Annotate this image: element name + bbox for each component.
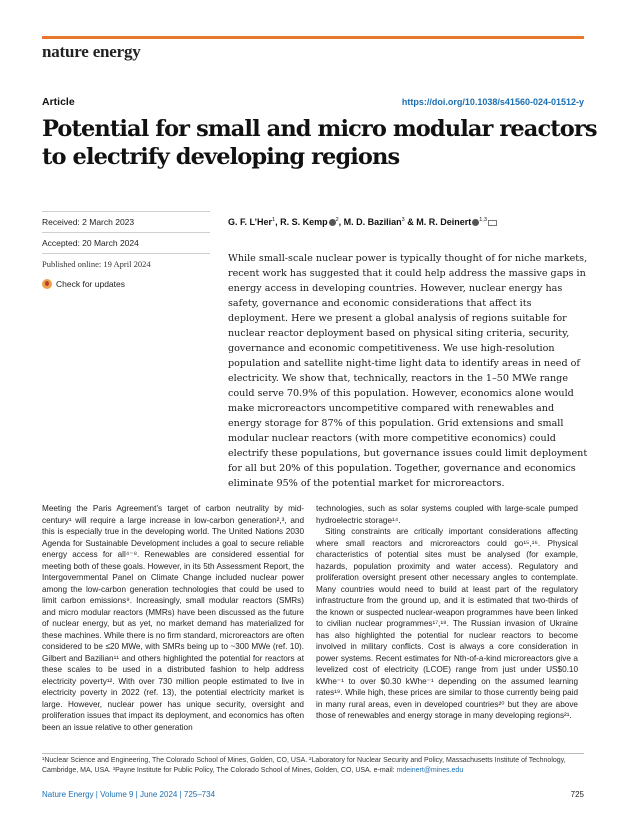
header-rule bbox=[42, 36, 584, 39]
body-paragraph: Meeting the Paris Agreement’s target of carbon neutrality by mid-century¹ will require a large increase in low-carbon generation²,³, and this is especially true in the developing world. The United Nations 2030 Agenda for Sustainable Development includes a goal to secure reliable energy access for all⁴⁻⁸. Renewables are considered essential for meeting both of these goals. However, in its 5th Assessment Report, the Intergovernmental Panel on Climate Change included nuclear power among the low-carbon generation technologies that could be used to limit carbon emissions⁹. Increasingly, small modular reactors (SMRs) and micro modular reactors (MMRs) have been discussed as the future of nuclear energy, but as yet, no market demand has materialized for these machines. While there is no firm standard, microreactors are often considered to be ≤20 MWe, with SMRs being up to ~300 MWe (ref. 10). Gilbert and Bazilian¹¹ and others highlighted the potential for reactors at these scales to be used in a distributed fashion to help address electricity poverty¹². With over 730 million people estimated to live in electricity poverty in 2022 (ref. 13), the potential electricity market is large. However, nuclear power has unique security, oversight and proliferation issues that impact its deployment, and economics has often been an issue relative to other generation bbox=[42, 504, 304, 732]
body-paragraph: technologies, such as solar systems coupled with large-scale pumped hydroelectric storage¹⁴. bbox=[316, 504, 578, 525]
published-date: Published online: 19 April 2024 bbox=[42, 259, 151, 269]
check-updates-label: Check for updates bbox=[56, 279, 125, 289]
received-date: Received: 2 March 2023 bbox=[42, 217, 135, 227]
footer-citation[interactable]: Nature Energy | Volume 9 | June 2024 | 725–734 bbox=[42, 790, 216, 799]
meta-divider bbox=[42, 253, 210, 254]
page-number: 725 bbox=[570, 790, 584, 799]
article-title: Potential for small and micro modular reactors to electrify developing regions bbox=[42, 116, 597, 170]
affiliation-sup: 2 bbox=[335, 217, 339, 223]
footnote-divider bbox=[42, 753, 584, 754]
accepted-date: Accepted: 20 March 2024 bbox=[42, 238, 139, 248]
author-name[interactable]: , R. S. Kemp bbox=[275, 217, 328, 227]
body-column-left bbox=[42, 503, 304, 733]
affiliations-footnote bbox=[42, 756, 584, 776]
check-updates-button[interactable] bbox=[42, 279, 125, 289]
check-updates-icon bbox=[42, 279, 52, 289]
email-label: e-mail: bbox=[373, 767, 397, 774]
orcid-icon[interactable] bbox=[329, 219, 336, 226]
journal-name[interactable]: nature energy bbox=[42, 42, 141, 61]
affiliations-text: ¹Nuclear Science and Engineering, The Colorado School of Mines, Golden, CO, USA. ²Laboratory for Nuclear Security and Policy, Massachusetts Institute of Technology, Cambridge, MA, USA. ³Payne Institute for Public Policy, The Colorado School of Mines, Golden, CO, USA. bbox=[42, 757, 566, 774]
article-type: Article bbox=[42, 96, 75, 108]
meta-divider bbox=[42, 211, 210, 212]
meta-divider bbox=[42, 232, 210, 233]
doi-link[interactable]: https://doi.org/10.1038/s41560-024-01512-y bbox=[401, 97, 584, 107]
abstract: While small-scale nuclear power is typically thought of for niche markets, recent work has suggested that it could help address the massive gaps in energy access in developing countries. However, nuclear energy has safety, governance and economic considerations that affect its deployment. Here we present a global analysis of regions suitable for nuclear reactor deployment based on physical siting criteria, security, governance and economic competitiveness. We use high-resolution population and satellite night-time light data to identify areas in need of electricity. We show that, technically, reactors in the 1–50 MWe range could serve 70.9% of this population. However, economics alone would make microreactors uncompetitive compared with renewables and energy storage for 87% of this population. Grid extensions and small modular nuclear reactors (with more competitive economics) could electrify these populations, but governance issues could limit deployment for all but 20% of this population. Together, governance and economics eliminate 95% of the potential market for microreactors. bbox=[228, 253, 588, 489]
affiliation-sup: 1 bbox=[272, 217, 276, 223]
author-name[interactable]: & M. R. Deinert bbox=[404, 217, 472, 227]
affiliation-sup: 3 bbox=[401, 217, 405, 223]
affiliation-sup: 1,3 bbox=[479, 217, 487, 223]
author-name[interactable]: , M. D. Bazilian bbox=[338, 217, 402, 227]
author-name[interactable]: G. F. L’Her bbox=[228, 217, 273, 227]
email-icon[interactable] bbox=[488, 220, 497, 226]
author-list bbox=[228, 217, 497, 227]
email-link[interactable]: mdeinert@mines.edu bbox=[396, 767, 464, 774]
body-paragraph: Siting constraints are critically important considerations affecting where small reactors and microreactors could go¹⁵,¹⁶. Physical characteristics of potential sites must be analysed (for example, hazards, population proximity and water access). Regulatory and proliferation oversight present other necessary angles to contemplate. Many countries would need to build at least part of the regulatory infrastructure from the ground up, and it is estimated that two-thirds of the known or suspected nuclear-weapon programmes have been linked to civilian nuclear programmes¹⁷,¹⁸. The Russian invasion of Ukraine has also highlighted the potential for nuclear reactors to become involved in military conflicts. Cost is always a core consideration in power systems. Recent estimates for Nth-of-a-kind microreactors give a levelized cost of electricity (LCOE) range from just under US$0.10 kWhe⁻¹ to over $0.30 kWhe⁻¹ depending on the assumed learning rates¹⁹. While high, these prices are similar to those currently being paid in many rural areas, even in developed countries²⁰ but they are above those of renewables and energy storage in many developing regions²¹. bbox=[316, 527, 578, 720]
body-column-right bbox=[316, 503, 578, 722]
